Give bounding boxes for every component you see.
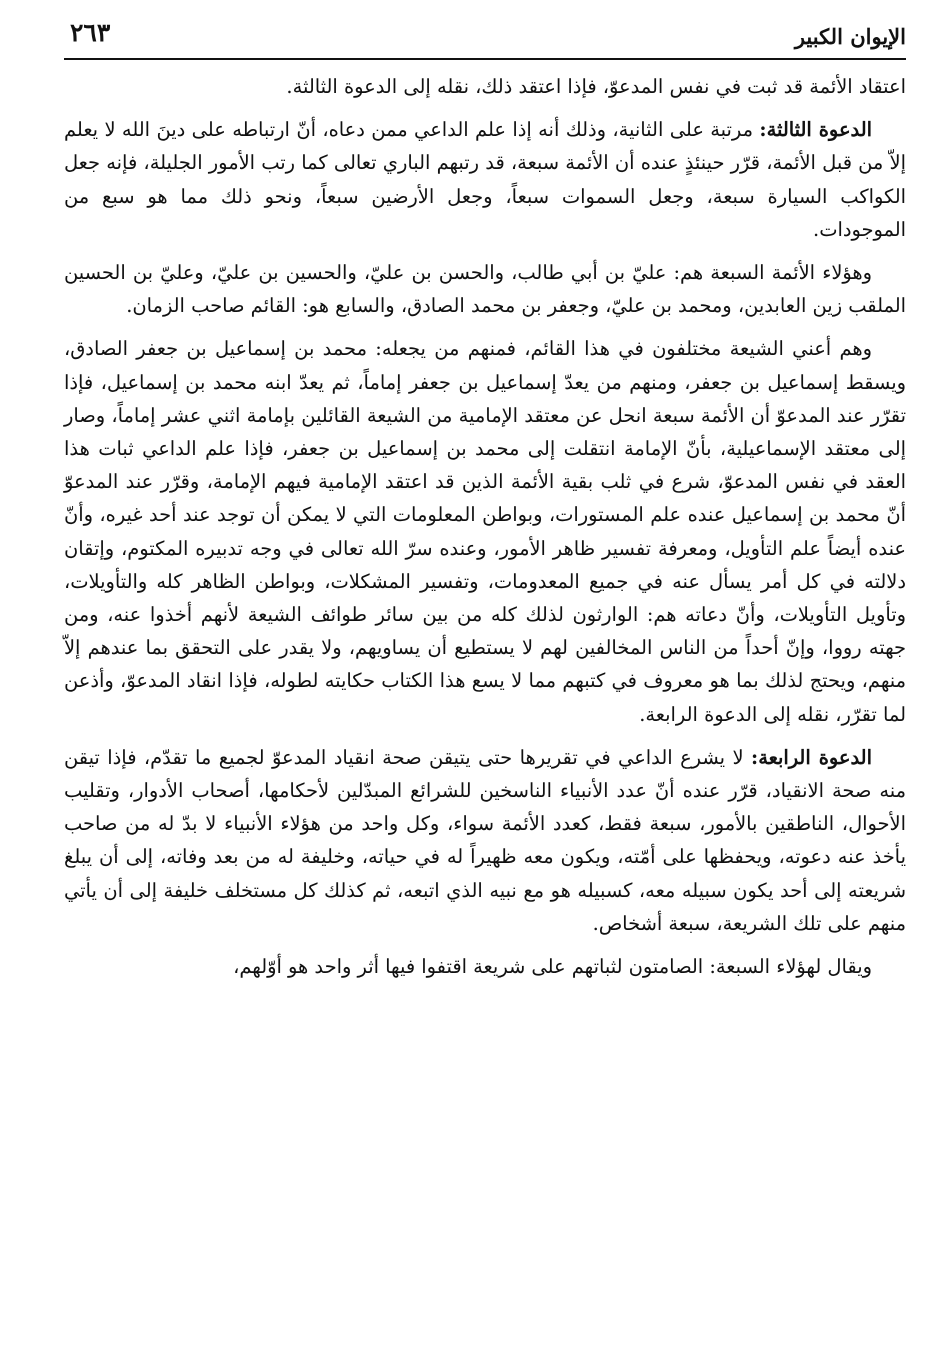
section-heading-third-call: الدعوة الثالثة:: [759, 118, 872, 142]
paragraph-silent-ones: [64, 950, 906, 983]
paragraph-continuation: [64, 70, 906, 103]
book-page: [64, 10, 906, 993]
header-divider: [64, 58, 906, 60]
section-heading-fourth-call: الدعوة الرابعة:: [751, 745, 872, 769]
paragraph-fourth-call: [64, 741, 906, 940]
paragraph-seven-imams: [64, 256, 906, 322]
paragraph-text: اعتقاد الأئمة قد ثبت في نفس المدعوّ، فإذا اعتقد ذلك، نقله إلى الدعوة الثالثة.: [286, 75, 906, 98]
running-title: الإيوان الكبير: [794, 24, 906, 49]
paragraph-text: مرتبة على الثانية، وذلك أنه إذا علم الداعي ممن دعاه، أنّ ارتباطه على دينَ الله لا يعلم إلاّ من قبل الأئمة، قرّر حينئذٍ عنده أن الأئمة سبعة، قد رتبهم الباري تعالى كما رتب الأمور الجليلة، فإنه جعل الكواكب السيارة سبعة، وجعل السموات سبعاً، وجعل الأرضين سبعاً، ونحو ذلك مما هو سبع من الموجودات.: [64, 118, 906, 241]
paragraph-text: وهؤلاء الأئمة السبعة هم: عليّ بن أبي طالب، والحسن بن عليّ، والحسين بن عليّ، وعليّ بن الحسين الملقب زين العابدين، ومحمد بن عليّ، وجعفر بن محمد الصادق، والسابع هو: القائم صاحب الزمان.: [64, 261, 906, 318]
paragraph-shia-dispute: [64, 332, 906, 730]
paragraph-text: ويقال لهؤلاء السبعة: الصامتون لثباتهم على شريعة اقتفوا فيها أثر واحد هو أوّلهم،: [233, 955, 872, 979]
page-body: [64, 70, 906, 983]
paragraph-text: لا يشرع الداعي في تقريرها حتى يتيقن صحة انقياد المدعوّ لجميع ما تقدّم، فإذا تيقن منه صحة الانقياد، قرّر عنده أنّ عدد الأنبياء الناسخين للشرائع المبدّلين لأحكامها، أصحاب الأدوار، وتقليب الأحوال، الناطقين بالأمور، سبعة فقط، كعدد الأئمة سواء، وكل واحد من هؤلاء الأنبياء لا بدّ له من صاحب يأخذ عنه دعوته، ويحفظها على أمّته، ويكون معه ظهيراً له في حياته، وخليفة له من بعد وفاته، إلى أن يبلغ شريعته إلى أحد يكون سبيله معه، كسبيله هو مع نبيه الذي اتبعه، ثم كذلك كل مستخلف خليفة إلى أن يأتي منهم على تلك الشريعة، سبعة أشخاص.: [64, 745, 906, 935]
page-number: ٢٦٣: [70, 18, 111, 47]
page-header: [64, 10, 906, 54]
paragraph-text: وهم أعني الشيعة مختلفون في هذا القائم، فمنهم من يجعله: محمد بن إسماعيل بن جعفر الصادق، ويسقط إسماعيل بن جعفر، ومنهم من يعدّ إسماعيل بن جعفر إماماً، ثم يعدّ ابنه محمد بن إسماعيل، فإذا تقرّر عند المدعوّ أن الأئمة سبعة انحل عن معتقد الإمامية من الشيعة القائلين بإمامة اثني عشر إماماً، وصار إلى معتقد الإسماعيلية، بأنّ الإمامة انتقلت إلى محمد بن إسماعيل بن جعفر، فإذا علم الداعي ثبات هذا العقد في نفس المدعوّ، شرع في ثلب بقية الأئمة الذين قد اعتقد الإمامية فيهم الإمامة، وقرّر عند المدعوّ أنّ محمد بن إسماعيل عنده علم المستورات، وبواطن المعلومات التي لا يمكن أن توجد عند أحد غيره، وأنّ عنده أيضاً علم التأويل، ومعرفة تفسير ظاهر الأمور، وعنده سرّ الله تعالى في وجه تدبيره المكتوم، وإتقان دلالته في كل أمر يسأل عنه في جميع المعدومات، وتفسير المشكلات، وبواطن الظاهر كله والتأويلات، وتأويل التأويلات، وأنّ دعاته هم: الوارثون لذلك كله من بين سائر طوائف الشيعة لأنهم أخذوا عنه، ومن جهته رووا، وإنّ أحداً من الناس المخالفين لهم لا يستطيع أن يساويهم، ولا يقدر على التحقق بما عندهم إلاّ منهم، ويحتج لذلك بما هو معروف في كتبهم مما لا يسع هذا الكتاب حكايته لطوله، فإذا انقاد المدعوّ، وأذعن لما تقرّر، نقله إلى الدعوة الرابعة.: [64, 337, 906, 726]
paragraph-third-call: [64, 113, 906, 246]
